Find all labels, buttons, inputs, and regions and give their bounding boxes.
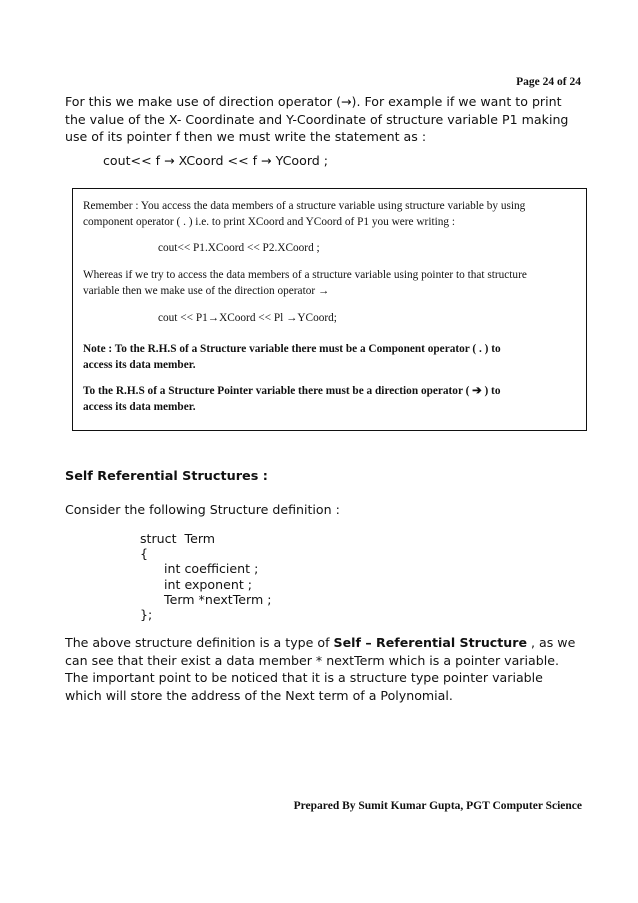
- page-number: Page 24 of 24: [516, 76, 581, 88]
- intro-paragraph: For this we make use of direction operator (→). For example if we want to print the value of the X- Coordinate and Y-Coordinate of structure variable P1 making use of its pointer f then we must write the statement as :: [65, 94, 569, 144]
- remember-code-arrow: cout << P1→XCoord << Pl →YCoord;: [158, 312, 337, 324]
- note-direction-operator: To the R.H.S of a Structure Pointer variable there must be a direction operator ( ➔ ) to access its data member.: [83, 385, 501, 413]
- remember-text-pointer: Whereas if we try to access the data members of a structure variable using pointer to that structure variable then we make use of the direction operator →: [83, 269, 527, 297]
- section-intro: Consider the following Structure definition :: [65, 502, 340, 517]
- code-line: int coefficient ;: [140, 561, 259, 577]
- intro-code: cout<< f → XCoord << f → YCoord ;: [103, 153, 329, 168]
- remember-text: Remember : You access the data members of a structure variable using structure variable by using component operator ( . ) i.e. to print XCoord and YCoord of P1 you were writing :: [83, 200, 526, 228]
- section-heading: Self Referential Structures :: [65, 469, 268, 484]
- section-paragraph: [65, 634, 590, 704]
- code-line: {: [140, 546, 149, 562]
- footer-credit: Prepared By Sumit Kumar Gupta, PGT Computer Science: [293, 800, 582, 812]
- code-line: };: [140, 607, 153, 623]
- bold-term: Self – Referential Structure: [333, 635, 528, 650]
- paragraph-text-continued: , as we can see that their exist a data member * nextTerm which is a pointer variable. The important point to be noticed that it is a structure type pointer variable which will store the address of the Next term of a Polynomial.: [65, 635, 576, 703]
- paragraph-text: The above structure definition is a type of: [65, 635, 334, 650]
- code-line: struct Term: [140, 531, 216, 546]
- struct-code-block: [140, 531, 272, 622]
- code-line: int exponent ;: [140, 576, 253, 592]
- note-component-operator: Note : To the R.H.S of a Structure variable there must be a Component operator ( . ) to access its data member.: [83, 343, 501, 371]
- remember-code-dot: cout<< P1.XCoord << P2.XCoord ;: [158, 242, 320, 254]
- code-line: Term *nextTerm ;: [140, 591, 272, 607]
